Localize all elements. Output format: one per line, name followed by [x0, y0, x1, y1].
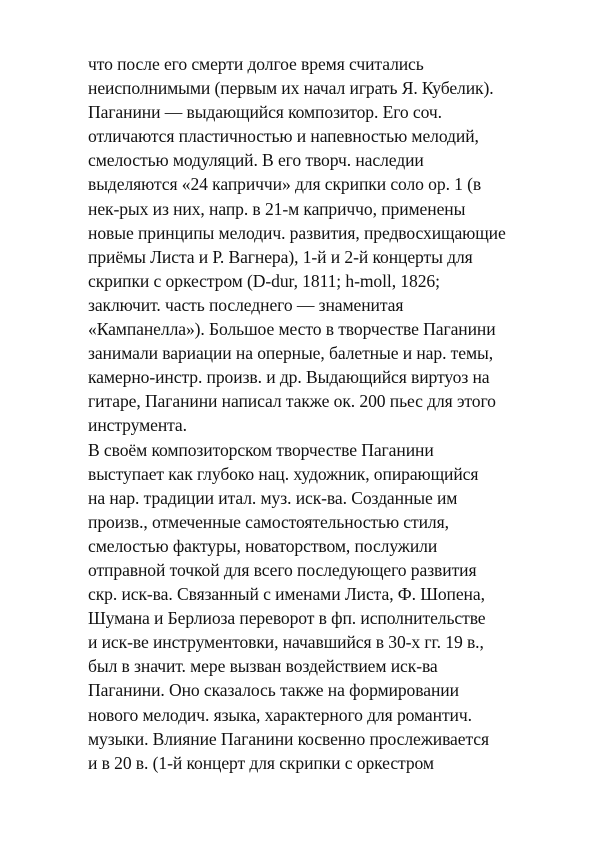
text-line: «Кампанелла»). Большое место в творчестве Паганини	[88, 319, 496, 340]
text-line: музыки. Влияние Паганини косвенно прослеживается	[88, 728, 489, 749]
text-line: Паганини — выдающийся композитор. Его соч.	[88, 102, 442, 123]
text-line: приёмы Листа и Р. Вагнера), 1-й и 2-й концерты для	[88, 246, 473, 267]
text-line: занимали вариации на оперные, балетные и нар. темы,	[88, 343, 494, 364]
text-line: отправной точкой для всего последующего развития	[88, 559, 477, 580]
text-line: нового мелодич. языка, характерного для романтич.	[88, 704, 472, 725]
text-line: нек-рых из них, напр. в 21-м каприччо, применены	[88, 198, 466, 219]
text-line: смелостью фактуры, новаторством, послужили	[88, 535, 438, 556]
text-line: Шумана и Берлиоза переворот в фп. исполнительстве	[88, 608, 486, 629]
text-line: гитаре, Паганини написал также ок. 200 пьес для этого	[88, 391, 496, 412]
text-line: что после его смерти долгое время считались	[88, 54, 424, 74]
text-line: неисполнимыми (первым их начал играть Я. Кубелик).	[88, 78, 494, 99]
text-line: выделяются «24 каприччи» для скрипки соло ор. 1 (в	[88, 174, 482, 195]
text-line: Паганини. Оно сказалось также на формировании	[88, 680, 459, 701]
text-line: скрипки с оркестром (D-dur, 1811; h-moll, 1826;	[88, 270, 440, 291]
text-line: скр. иск-ва. Связанный с именами Листа, Ф. Шопена,	[88, 584, 485, 605]
text-line: В своём композиторском творчестве Паганини	[88, 439, 434, 460]
text-line: и иск-ве инструментовки, начавшийся в 30-х гг. 19 в.,	[88, 632, 484, 653]
text-line: на нар. традиции итал. муз. иск-ва. Созданные им	[88, 487, 458, 508]
text-line: инструмента.	[88, 415, 187, 436]
text-line: новые принципы мелодич. развития, предвосхищающие	[88, 222, 506, 243]
text-line: отличаются пластичностью и напевностью мелодий,	[88, 126, 479, 147]
text-line: и в 20 в. (1-й концерт для скрипки с оркестром	[88, 752, 434, 773]
text-line: был в значит. мере вызван воздействием иск-ва	[88, 656, 438, 677]
text-line: смелостью модуляций. В его творч. наследии	[88, 150, 424, 171]
text-line: выступает как глубоко нац. художник, опирающийся	[88, 463, 479, 484]
document-page	[88, 52, 558, 775]
text-line: заключит. часть последнего — знаменитая	[88, 294, 404, 315]
text-line: произв., отмеченные самостоятельностью стиля,	[88, 511, 449, 532]
text-line: камерно-инстр. произв. и др. Выдающийся виртуоз на	[88, 367, 490, 388]
